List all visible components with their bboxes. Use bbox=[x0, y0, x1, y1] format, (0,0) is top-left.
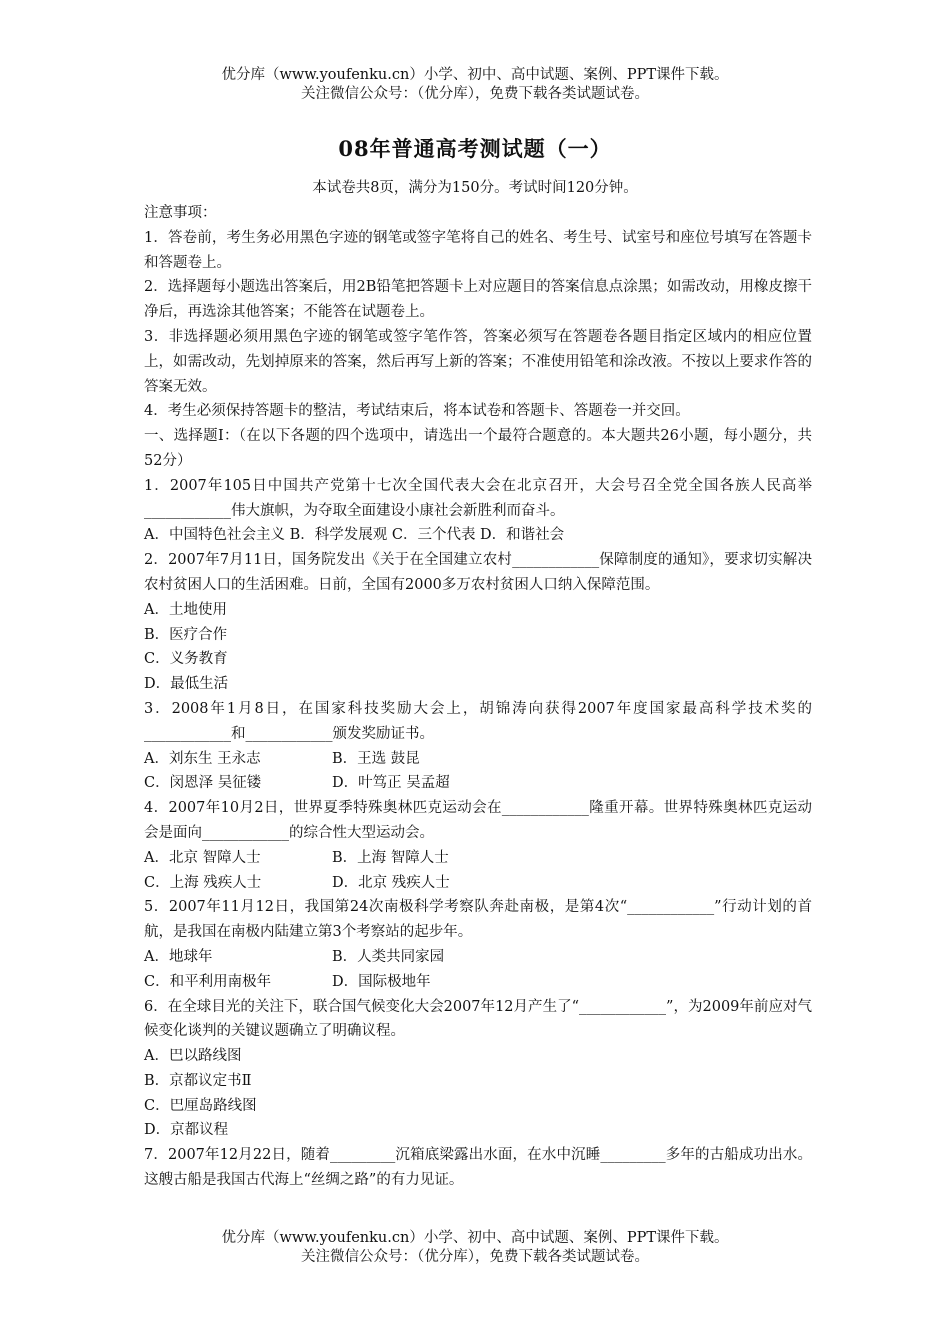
question-3-option-d: D．叶笃正 吴孟超 bbox=[332, 775, 450, 792]
notice-item: 2．选择题每小题选出答案后，用2B铅笔把答题卡上对应题目的答案信息点涂黑；如需改动，用橡皮擦干净后，再选涂其他答案；不能答在试题卷上。 bbox=[144, 279, 812, 321]
question-3-options-row-2 bbox=[144, 771, 812, 796]
question-6-option-b: B．京都议定书Ⅱ bbox=[144, 1072, 252, 1089]
question-3-option-c: C．闵恩泽 吴征镂 bbox=[144, 775, 262, 792]
question-1-stem: 1．2007年105日中国共产党第十七次全国代表大会在北京召开，大会号召全党全国各族人民高举____________伟大旗帜，为夺取全面建设小康社会新胜利而奋斗。 bbox=[144, 477, 812, 519]
notice-item: 1．答卷前，考生务必用黑色字迹的钢笔或签字笔将自己的姓名、考生号、试室号和座位号填写在答题卡和答题卷上。 bbox=[144, 229, 812, 271]
document-body bbox=[144, 201, 812, 1193]
question-2-option-d: D．最低生活 bbox=[144, 676, 229, 693]
section-heading: 一、选择题Ⅰ：（在以下各题的四个选项中，请选出一个最符合题意的。本大题共26小题，每小题分，共52分） bbox=[144, 428, 812, 469]
question-4-option-b: B．上海 智障人士 bbox=[332, 849, 449, 866]
header-line-1: 优分库（www.youfenku.cn）小学、初中、高中试题、案例、PPT课件下载。 bbox=[221, 67, 729, 83]
notice-item: 3．非选择题必须用黑色字迹的钢笔或签字笔作答，答案必须写在答题卷各题目指定区域内的相应位置上，如需改动，先划掉原来的答案，然后再写上新的答案；不准使用铅笔和涂改液。不按以上要求作答的答案无效。 bbox=[144, 328, 812, 395]
question-2-stem: 2．2007年7月11日，国务院发出《关于在全国建立农村____________保障制度的通知》，要求切实解决农村贫困人口的生活困难。日前，全国有2000多万农村贫困人口纳入保障范围。 bbox=[144, 552, 812, 593]
question-5-options-row-2 bbox=[144, 970, 812, 995]
header-line-2: 关注微信公众号：（优分库），免费下载各类试题试卷。 bbox=[301, 86, 649, 102]
question-4-option-d: D．北京 残疾人士 bbox=[332, 874, 450, 891]
question-5-options-row-1 bbox=[144, 945, 812, 970]
question-4-options-row-2 bbox=[144, 871, 812, 896]
question-5-option-d: D．国际极地年 bbox=[332, 973, 431, 990]
page-title: 08年普通高考测试题（一） bbox=[338, 136, 612, 161]
question-3-option-b: B．王选 鼓昆 bbox=[332, 750, 420, 767]
question-5-stem: 5．2007年11月12日，我国第24次南极科学考察队奔赴南极，是第4次“____________”行动计划的首航，是我国在南极内陆建立第3个考察站的起步年。 bbox=[144, 899, 812, 941]
notice-heading: 注意事项： bbox=[144, 205, 217, 221]
question-6-option-c: C．巴厘岛路线图 bbox=[144, 1097, 257, 1114]
question-6-stem: 6．在全球目光的关注下，联合国气候变化大会2007年12月产生了“____________”，为2009年前应对气候变化谈判的关键议题确立了明确议程。 bbox=[144, 998, 812, 1040]
exam-info: 本试卷共8页，满分为150分。考试时间120分钟。 bbox=[312, 180, 638, 196]
question-2-option-c: C．义务教育 bbox=[144, 651, 228, 668]
question-2-option-a: A．土地使用 bbox=[144, 601, 227, 618]
question-5-option-c: C．和平利用南极年 bbox=[144, 973, 272, 990]
question-6-option-d: D．京都议程 bbox=[144, 1122, 229, 1139]
question-3-option-a: A．刘东生 王永志 bbox=[144, 750, 261, 767]
question-4-option-c: C．上海 残疾人士 bbox=[144, 874, 262, 891]
question-1-options: A．中国特色社会主义 B．科学发展观 C．三个代表 D．和谐社会 bbox=[144, 527, 565, 544]
footer-line-2: 关注微信公众号：（优分库），免费下载各类试题试卷。 bbox=[301, 1249, 649, 1265]
notice-item: 4．考生必须保持答题卡的整洁，考试结束后，将本试卷和答题卡、答题卷一并交回。 bbox=[144, 403, 690, 420]
question-5-option-a: A．地球年 bbox=[144, 948, 213, 965]
question-6-option-a: A．巴以路线图 bbox=[144, 1048, 242, 1065]
question-2-option-b: B．医疗合作 bbox=[144, 626, 228, 643]
question-3-options-row-1 bbox=[144, 747, 812, 772]
question-4-stem: 4．2007年10月2日，世界夏季特殊奥林匹克运动会在____________隆重开幕。世界特殊奥林匹克运动会是面向____________的综合性大型运动会。 bbox=[144, 800, 812, 841]
question-7-stem: 7．2007年12月22日，随着_________沉箱底梁露出水面，在水中沉睡_________多年的古船成功出水。这艘古船是我国古代海上“丝绸之路”的有力见证。 bbox=[144, 1147, 812, 1189]
question-5-option-b: B．人类共同家园 bbox=[332, 948, 445, 965]
question-4-options-row-1 bbox=[144, 846, 812, 871]
question-3-stem: 3．2008年1月8日，在国家科技奖励大会上，胡锦涛向获得2007年度国家最高科学技术奖的____________和____________颁发奖励证书。 bbox=[144, 700, 812, 742]
footer-line-1: 优分库（www.youfenku.cn）小学、初中、高中试题、案例、PPT课件下载。 bbox=[221, 1230, 729, 1246]
page-footer bbox=[0, 1229, 950, 1267]
page-header bbox=[0, 66, 950, 104]
question-4-option-a: A．北京 智障人士 bbox=[144, 849, 261, 866]
